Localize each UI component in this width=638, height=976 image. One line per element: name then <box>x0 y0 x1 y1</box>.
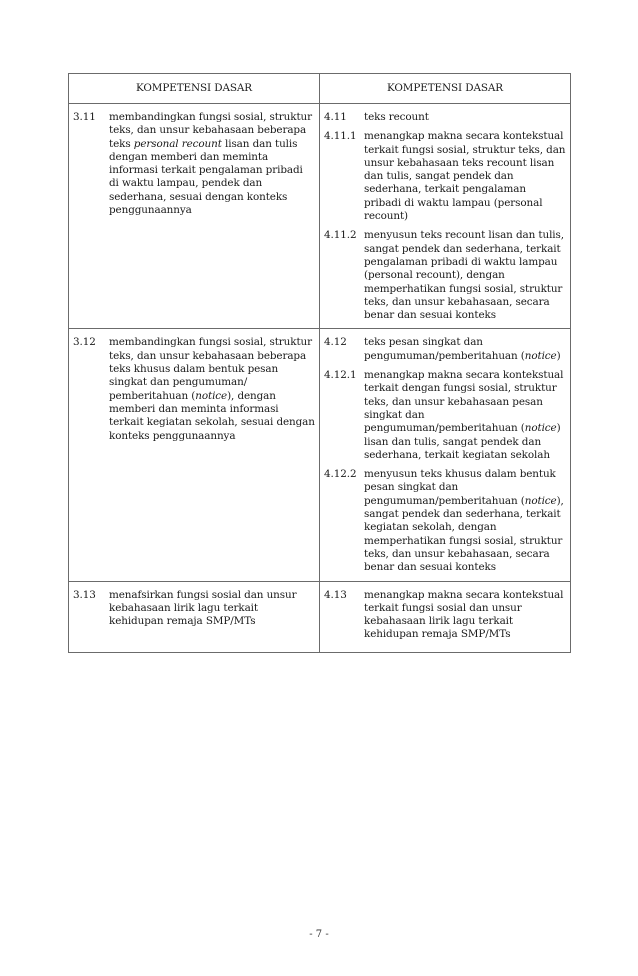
kd-number: 4.11.1 <box>324 130 357 143</box>
kd-number: 4.11 <box>324 111 347 123</box>
header-right: KOMPETENSI DASAR <box>320 74 571 104</box>
kd-number: 3.12 <box>73 336 96 349</box>
kd-entry <box>324 229 566 322</box>
table-row <box>69 329 571 581</box>
header-left: KOMPETENSI DASAR <box>69 74 320 104</box>
kd-text: menyusun teks recount lisan dan tulis, sangat pendek dan sederhana, terkait pengalaman pribadi di waktu lampau (personal recount), dengan memperhatikan fungsi sosial, struktur teks, dan unsur kebahasaan, secara benar dan sesuai konteks <box>364 229 564 322</box>
kd-number: 4.12 <box>324 336 347 349</box>
kd-left-cell <box>69 329 320 581</box>
table-row <box>69 104 571 329</box>
kd-entry <box>324 589 566 642</box>
kd-left-cell <box>69 104 320 329</box>
kd-text: menangkap makna secara kontekstual terkait fungsi sosial, struktur teks, dan unsur kebahasaan teks recount lisan dan tulis, sangat pendek dan sederhana, terkait pengalaman pribadi di waktu lampau (personal recount) <box>364 130 566 223</box>
kd-text: menafsirkan fungsi sosial dan unsur kebahasaan lirik lagu terkait kehidupan remaja SMP/MTs <box>109 588 297 628</box>
kd-entry <box>73 336 315 442</box>
kd-text: menyusun teks khusus dalam bentuk pesan singkat dan pengumuman/pemberitahuan (notice), sangat pendek dan sederhana, terkait kegiatan sekolah, dengan memperhatikan fungsi sosial, struktur teks, dan unsur kebahasaan, secara benar dan sesuai konteks <box>364 468 564 574</box>
table-row <box>69 581 571 652</box>
kd-entry <box>73 589 315 629</box>
kd-text: teks pesan singkat dan pengumuman/pemberitahuan (notice) <box>364 336 561 362</box>
kd-number: 4.13 <box>324 588 347 601</box>
kd-entry <box>324 130 566 223</box>
kd-number: 4.12.2 <box>324 468 357 481</box>
kd-left-cell <box>69 581 320 652</box>
kompetensi-table <box>68 73 571 653</box>
kd-right-cell <box>320 581 571 652</box>
kd-right-cell <box>320 329 571 581</box>
kd-entry <box>324 468 566 574</box>
kd-entry <box>324 336 566 363</box>
kd-text: membandingkan fungsi sosial, struktur teks, dan unsur kebahasaan beberapa teks personal recount lisan dan tulis dengan memberi dan meminta informasi terkait pengalaman pribadi di waktu lampau, pendek dan sederhana, sesuai dengan konteks penggunaannya <box>109 111 313 217</box>
kd-text: membandingkan fungsi sosial, struktur teks, dan unsur kebahasaan beberapa teks khusus dalam bentuk pesan singkat dan pengumuman/ pemberitahuan (notice), dengan memberi dan meminta informasi terkait kegiatan sekolah, sesuai dengan konteks penggunaannya <box>109 336 315 442</box>
kd-number: 4.11.2 <box>324 229 357 242</box>
kd-entry <box>324 369 566 462</box>
kd-entry <box>73 111 315 217</box>
page-number: - 7 - <box>309 929 329 940</box>
kd-number: 3.11 <box>73 111 96 123</box>
kd-text: teks recount <box>364 111 429 123</box>
kd-text: menangkap makna secara kontekstual terkait dengan fungsi sosial, struktur teks, dan unsur kebahasaan pesan singkat dan pengumuman/pemberitahuan (notice) lisan dan tulis, sangat pendek dan sederhana, terkait kegiatan sekolah <box>364 369 564 461</box>
kd-number: 3.13 <box>73 588 96 601</box>
kd-right-cell <box>320 104 571 329</box>
kd-text: menangkap makna secara kontekstual terkait fungsi sosial dan unsur kebahasaan lirik lagu terkait kehidupan remaja SMP/MTs <box>364 588 564 641</box>
kd-entry <box>324 111 566 124</box>
kd-number: 4.12.1 <box>324 369 357 382</box>
table-header-row <box>69 74 571 104</box>
